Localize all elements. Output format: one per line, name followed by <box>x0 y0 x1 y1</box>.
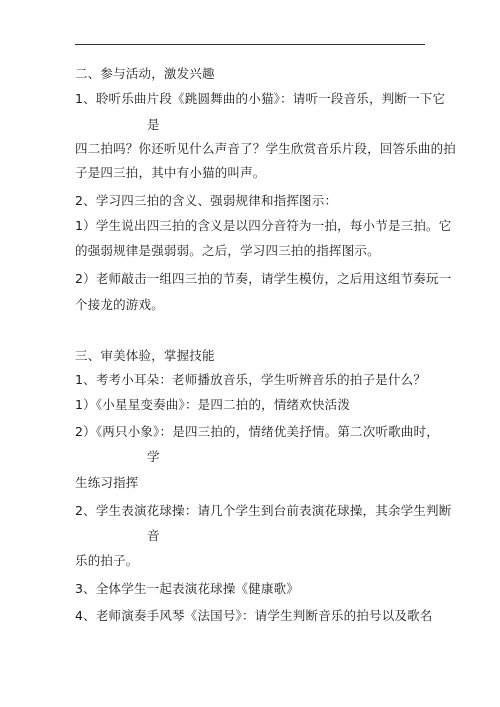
paragraph-line: 子是四三拍，其中有小猫的叫声。 <box>75 165 266 180</box>
list-item-title: 1、考考小耳朵：老师播放音乐，学生听辨音乐的拍子是什么？ <box>75 372 427 387</box>
list-item: 4、老师演奏手风琴《法国号》：请学生判断音乐的拍号以及歌名 <box>75 608 433 623</box>
paragraph-line: 2）《两只小象》：是四三拍的，情绪优美抒情。第二次听歌曲时， <box>75 424 439 439</box>
paragraph-line: 四二拍吗？你还听见什么声音了？学生欣赏音乐片段，回答乐曲的拍 <box>75 141 457 156</box>
paragraph-line: 1）《小星星变奏曲》：是四二拍的，情绪欢快活泼 <box>75 397 351 412</box>
paragraph-line: 的强弱规律是强弱弱。之后，学习四三拍的指挥图示。 <box>75 243 380 258</box>
paragraph-line: 生练习指挥 <box>75 475 139 490</box>
paragraph-line: 2、学生表演花球操：请几个学生到台前表演花球操，其余学生判断 <box>75 503 452 518</box>
section-heading-aesthetic: 三、审美体验，掌握技能 <box>75 348 215 363</box>
list-item-title: 2、学习四三拍的含义、强弱规律和指挥图示： <box>75 193 338 208</box>
paragraph-line: 个接龙的游戏。 <box>75 297 164 312</box>
section-heading-participate: 二、参与活动，激发兴趣 <box>75 66 215 81</box>
paragraph-line: 1、聆听乐曲片段《跳圆舞曲的小猫》：请听一段音乐，判断一下它 <box>75 91 446 106</box>
paragraph-line: 2）老师敲击一组四三拍的节奏，请学生模仿，之后用这组节奏玩一 <box>75 271 452 286</box>
paragraph-line: 学 <box>147 449 160 464</box>
paragraph-line: 乐的拍子。 <box>75 553 139 568</box>
header-rule <box>75 44 425 45</box>
paragraph-line: 是 <box>147 117 160 132</box>
paragraph-line: 1）学生说出四三拍的含义是以四分音符为一拍，每小节是三拍。它 <box>75 218 452 233</box>
list-item: 3、全体学生一起表演花球操《健康歌》 <box>75 581 300 596</box>
paragraph-line: 音 <box>147 528 160 543</box>
